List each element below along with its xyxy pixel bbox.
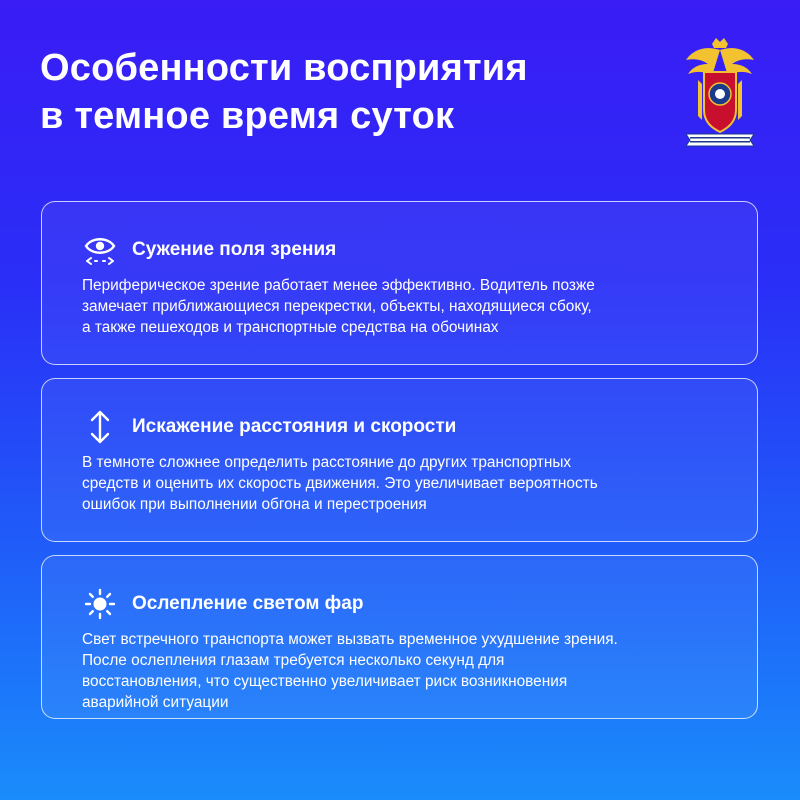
card-text-line: В темноте сложнее определить расстояние до других транспортных	[82, 454, 572, 471]
eye-icon	[82, 232, 118, 268]
page-title	[40, 44, 640, 140]
info-card-glare	[41, 555, 758, 719]
card-text-line: средств и оценить их скорость движения. Это увеличивает вероятность	[82, 475, 598, 492]
info-card-distortion	[41, 378, 758, 542]
card-header	[82, 586, 363, 622]
card-text-line: Свет встречного транспорта может вызвать временное ухудшение зрения.	[82, 631, 618, 648]
card-title: Сужение поля зрения	[132, 239, 337, 260]
card-description	[82, 452, 742, 515]
card-description	[82, 629, 742, 713]
card-text-line: замечает приближающиеся перекрестки, объекты, находящиеся сбоку,	[82, 298, 592, 315]
card-text-line: Периферическое зрение работает менее эффективно. Водитель позже	[82, 277, 595, 294]
card-text-line: аварийной ситуации	[82, 694, 229, 711]
card-text-line: ошибок при выполнении обгона и перестроения	[82, 496, 427, 513]
card-title: Искажение расстояния и скорости	[132, 416, 457, 437]
police-emblem-icon	[682, 36, 758, 154]
info-card-narrowing	[41, 201, 758, 365]
sun-icon	[82, 586, 118, 622]
page-title-line-2: в темное время суток	[40, 95, 455, 137]
page-title-line-1: Особенности восприятия	[40, 47, 528, 89]
card-description	[82, 275, 742, 338]
card-header	[82, 409, 456, 445]
card-text-line: восстановления, что существенно увеличивает риск возникновения	[82, 673, 568, 690]
vertical-arrows-icon	[82, 409, 118, 445]
card-header	[82, 232, 336, 268]
card-text-line: После ослепления глазам требуется несколько секунд для	[82, 652, 505, 669]
card-text-line: а также пешеходов и транспортные средства на обочинах	[82, 319, 499, 336]
card-title: Ослепление светом фар	[132, 593, 364, 614]
